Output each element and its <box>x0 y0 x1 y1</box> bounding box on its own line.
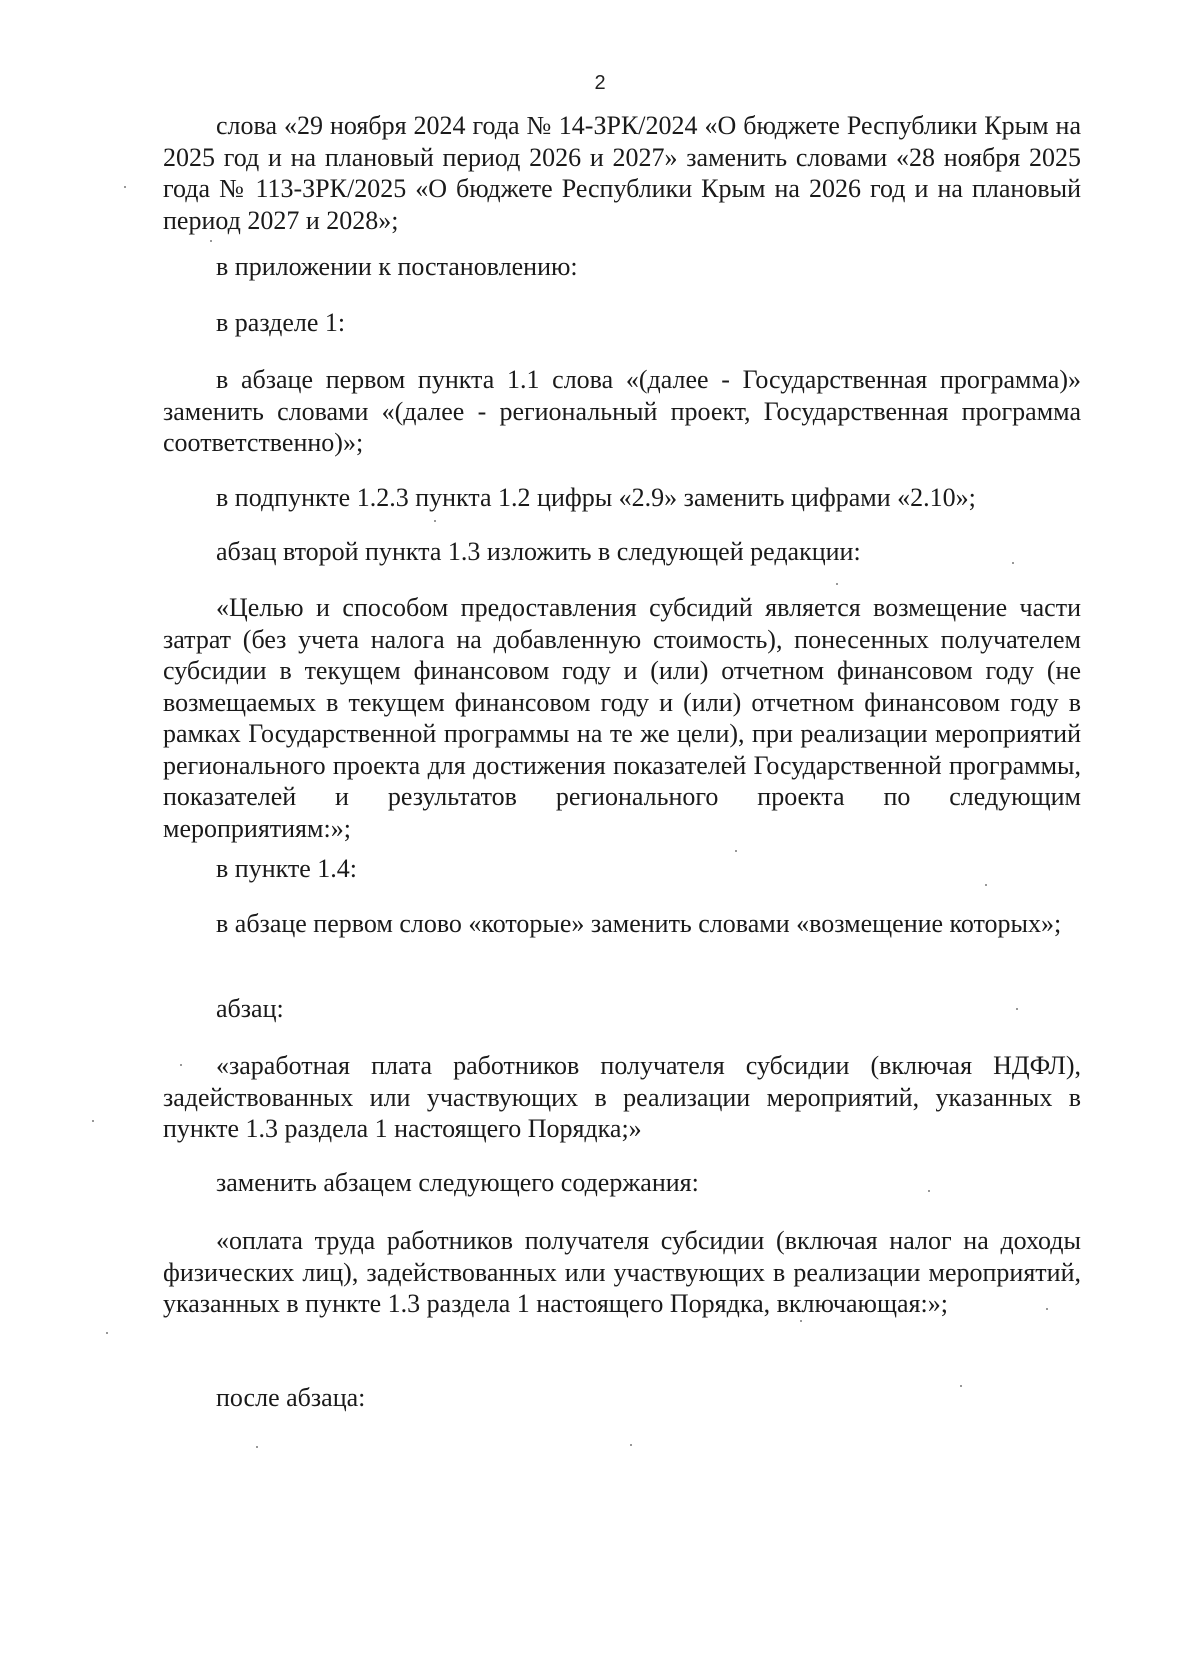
page-number: 2 <box>594 72 606 94</box>
paragraph-clause-1-1: в абзаце первом пункта 1.1 слова «(далее - Государственная программа)» заменить словами «(далее - региональный проект, Государственная программа соответственно)»; <box>163 365 1081 457</box>
scan-speck <box>256 1446 258 1448</box>
scan-speck <box>960 1385 962 1387</box>
scan-speck <box>985 884 987 886</box>
scan-speck <box>92 1120 94 1122</box>
scan-speck <box>735 850 737 852</box>
scan-speck <box>1046 1308 1048 1310</box>
scan-speck <box>124 186 126 188</box>
scan-speck <box>210 240 212 242</box>
scan-speck <box>630 1444 632 1446</box>
paragraph-subclause-1-2-3: в подпункте 1.2.3 пункта 1.2 цифры «2.9» заменить цифрами «2.10»; <box>216 483 976 512</box>
scan-speck <box>836 583 838 585</box>
paragraph-in-appendix: в приложении к постановлению: <box>216 252 578 281</box>
scan-speck <box>800 1320 802 1322</box>
paragraph-budget-law-replacement: слова «29 ноября 2024 года № 14-ЗРК/2024 «О бюджете Республики Крым на 2025 год и на плановый период 2026 и 2027» заменить словами «28 ноября 2025 года № 113-ЗРК/2025 «О бюджете Республики Крым на 2026 год и на плановый период 2027 и 2028»; <box>163 111 1081 235</box>
paragraph-in-section-1: в разделе 1: <box>216 308 346 337</box>
scan-speck <box>928 1190 930 1192</box>
scan-speck <box>1012 562 1014 564</box>
paragraph-in-clause-1-4: в пункте 1.4: <box>216 854 358 883</box>
paragraph-first-abzac-word-replacement: в абзаце первом слово «которые» заменить словами «возмещение которых»; <box>216 909 1062 938</box>
paragraph-replace-with-abzac: заменить абзацем следующего содержания: <box>216 1168 699 1197</box>
paragraph-abzac-label: абзац: <box>216 994 284 1023</box>
paragraph-old-salary-quote: «заработная плата работников получателя субсидии (включая НДФЛ), задействованных или участвующих в реализации мероприятий, указанных в пункте 1.3 раздела 1 настоящего Порядка;» <box>163 1051 1081 1143</box>
paragraph-clause-1-3-intro: абзац второй пункта 1.3 изложить в следующей редакции: <box>216 537 861 566</box>
scan-speck <box>180 1064 182 1066</box>
paragraph-new-labor-pay-quote: «оплата труда работников получателя субсидии (включая налог на доходы физических лиц), задействованных или участвующих в реализации мероприятий, указанных в пункте 1.3 раздела 1 настоящего Порядка, включающая:»; <box>163 1226 1081 1318</box>
paragraph-after-abzac: после абзаца: <box>216 1383 366 1412</box>
scan-speck <box>434 520 436 522</box>
scan-speck <box>1016 1008 1018 1010</box>
scan-speck <box>106 1332 108 1334</box>
paragraph-subsidy-purpose-quote: «Целью и способом предоставления субсидий является возмещение части затрат (без учета налога на добавленную стоимость), понесенных получателем субсидии в текущем финансовом году и (или) отчетном финансовом году (не возмещаемых в текущем финансовом году и (или) отчетном финансовом году в рамках Государственной программы на те же цели), при реализации мероприятий регионального проекта для достижения показателей Государственной программы, показателей и результатов регионального проекта по следующим мероприятиям:»; <box>163 593 1081 843</box>
